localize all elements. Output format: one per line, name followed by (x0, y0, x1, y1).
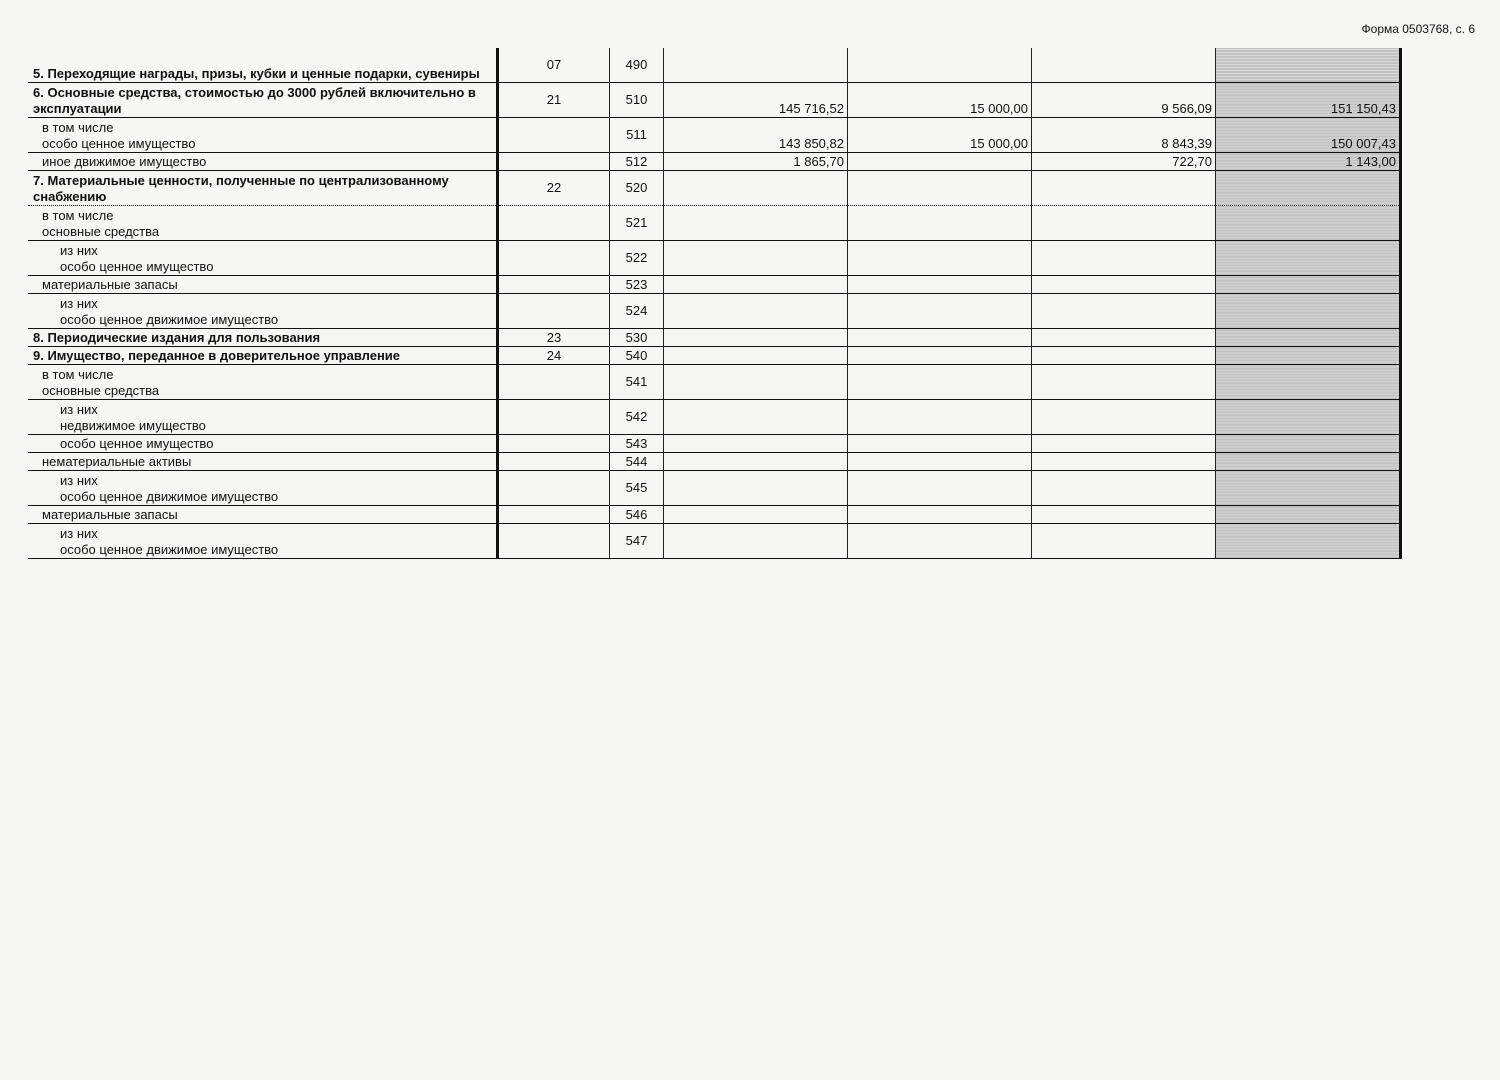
row-name: 6. Основные средства, стоимостью до 3000 рублей включительно в эксплуатации (28, 83, 498, 118)
row-code: 521 (610, 206, 664, 241)
row-note: 24 (498, 347, 610, 365)
value-col-3: 9 566,09 (1032, 83, 1216, 118)
row-code: 510 (610, 83, 664, 118)
value-col-3 (1032, 276, 1216, 294)
value-col-1 (664, 453, 848, 471)
row-code: 512 (610, 153, 664, 171)
value-col-4 (1216, 435, 1401, 453)
row-code: 542 (610, 400, 664, 435)
table-row (28, 171, 1401, 206)
row-name: 8. Периодические издания для пользования (28, 329, 498, 347)
row-note: 22 (498, 171, 610, 206)
value-col-4 (1216, 206, 1401, 241)
row-code: 544 (610, 453, 664, 471)
table-body (28, 48, 1401, 559)
value-col-3 (1032, 524, 1216, 559)
row-note (498, 276, 610, 294)
value-col-2 (848, 294, 1032, 329)
row-code: 490 (610, 48, 664, 83)
value-col-1 (664, 524, 848, 559)
table-row (28, 453, 1401, 471)
table-row (28, 276, 1401, 294)
value-col-4 (1216, 276, 1401, 294)
table-row (28, 118, 1401, 153)
value-col-4 (1216, 400, 1401, 435)
value-col-1 (664, 276, 848, 294)
value-col-3 (1032, 400, 1216, 435)
value-col-4 (1216, 48, 1401, 83)
row-note (498, 524, 610, 559)
value-col-4 (1216, 524, 1401, 559)
value-col-4 (1216, 294, 1401, 329)
row-name: 5. Переходящие награды, призы, кубки и ценные подарки, сувениры (28, 48, 498, 83)
row-name: из них особо ценное движимое имущество (28, 471, 498, 506)
row-note: 23 (498, 329, 610, 347)
value-col-4 (1216, 506, 1401, 524)
value-col-2 (848, 153, 1032, 171)
value-col-3 (1032, 471, 1216, 506)
row-code: 524 (610, 294, 664, 329)
table-row (28, 206, 1401, 241)
row-note (498, 400, 610, 435)
value-col-1: 143 850,82 (664, 118, 848, 153)
value-col-2 (848, 400, 1032, 435)
table-row (28, 365, 1401, 400)
value-col-1 (664, 329, 848, 347)
row-name: 7. Материальные ценности, полученные по централизованному снабжению (28, 171, 498, 206)
value-col-3 (1032, 347, 1216, 365)
value-col-4 (1216, 329, 1401, 347)
table-row (28, 48, 1401, 83)
value-col-2 (848, 506, 1032, 524)
row-name: из них недвижимое имущество (28, 400, 498, 435)
value-col-1 (664, 347, 848, 365)
value-col-2 (848, 276, 1032, 294)
table-row (28, 294, 1401, 329)
value-col-2 (848, 48, 1032, 83)
row-code: 545 (610, 471, 664, 506)
value-col-3 (1032, 365, 1216, 400)
table-row (28, 506, 1401, 524)
row-code: 520 (610, 171, 664, 206)
value-col-1: 1 865,70 (664, 153, 848, 171)
value-col-3 (1032, 329, 1216, 347)
value-col-3 (1032, 435, 1216, 453)
value-col-4 (1216, 171, 1401, 206)
row-note (498, 471, 610, 506)
row-code: 546 (610, 506, 664, 524)
value-col-1 (664, 506, 848, 524)
row-name: в том числе основные средства (28, 206, 498, 241)
value-col-4: 150 007,43 (1216, 118, 1401, 153)
value-col-2: 15 000,00 (848, 118, 1032, 153)
value-col-2 (848, 241, 1032, 276)
table-row (28, 471, 1401, 506)
value-col-3 (1032, 48, 1216, 83)
row-code: 547 (610, 524, 664, 559)
table-row (28, 347, 1401, 365)
value-col-1: 145 716,52 (664, 83, 848, 118)
table-row (28, 83, 1401, 118)
value-col-2 (848, 347, 1032, 365)
property-report-table (28, 48, 1402, 559)
row-note (498, 453, 610, 471)
table-row (28, 241, 1401, 276)
value-col-2 (848, 524, 1032, 559)
row-name: иное движимое имущество (28, 153, 498, 171)
row-name: особо ценное имущество (28, 435, 498, 453)
value-col-1 (664, 241, 848, 276)
value-col-1 (664, 206, 848, 241)
row-note: 21 (498, 83, 610, 118)
row-code: 522 (610, 241, 664, 276)
form-number-label: Форма 0503768, с. 6 (1361, 22, 1475, 36)
value-col-3: 8 843,39 (1032, 118, 1216, 153)
row-name: материальные запасы (28, 506, 498, 524)
value-col-4 (1216, 471, 1401, 506)
value-col-3 (1032, 506, 1216, 524)
value-col-3 (1032, 453, 1216, 471)
value-col-2 (848, 435, 1032, 453)
value-col-2 (848, 171, 1032, 206)
value-col-1 (664, 48, 848, 83)
value-col-4: 1 143,00 (1216, 153, 1401, 171)
row-note (498, 241, 610, 276)
value-col-1 (664, 365, 848, 400)
value-col-2 (848, 329, 1032, 347)
value-col-1 (664, 435, 848, 453)
value-col-3 (1032, 206, 1216, 241)
value-col-3 (1032, 171, 1216, 206)
row-name: из них особо ценное имущество (28, 241, 498, 276)
value-col-2 (848, 471, 1032, 506)
row-code: 523 (610, 276, 664, 294)
row-note (498, 506, 610, 524)
value-col-2: 15 000,00 (848, 83, 1032, 118)
row-name: нематериальные активы (28, 453, 498, 471)
value-col-4 (1216, 347, 1401, 365)
value-col-4 (1216, 241, 1401, 276)
row-code: 543 (610, 435, 664, 453)
row-note: 07 (498, 48, 610, 83)
value-col-3 (1032, 241, 1216, 276)
row-note (498, 118, 610, 153)
row-name: в том числе основные средства (28, 365, 498, 400)
value-col-3: 722,70 (1032, 153, 1216, 171)
row-code: 541 (610, 365, 664, 400)
row-note (498, 206, 610, 241)
value-col-1 (664, 171, 848, 206)
value-col-2 (848, 365, 1032, 400)
value-col-3 (1032, 294, 1216, 329)
value-col-4 (1216, 453, 1401, 471)
table-row (28, 435, 1401, 453)
row-code: 511 (610, 118, 664, 153)
row-note (498, 294, 610, 329)
row-code: 530 (610, 329, 664, 347)
value-col-1 (664, 471, 848, 506)
value-col-2 (848, 453, 1032, 471)
row-note (498, 365, 610, 400)
value-col-1 (664, 294, 848, 329)
value-col-4 (1216, 365, 1401, 400)
table-row (28, 329, 1401, 347)
value-col-1 (664, 400, 848, 435)
row-code: 540 (610, 347, 664, 365)
row-name: 9. Имущество, переданное в доверительное управление (28, 347, 498, 365)
table-row (28, 153, 1401, 171)
row-name: в том числе особо ценное имущество (28, 118, 498, 153)
table-row (28, 524, 1401, 559)
value-col-2 (848, 206, 1032, 241)
value-col-4: 151 150,43 (1216, 83, 1401, 118)
row-name: из них особо ценное движимое имущество (28, 294, 498, 329)
row-name: материальные запасы (28, 276, 498, 294)
table-row (28, 400, 1401, 435)
row-note (498, 153, 610, 171)
row-note (498, 435, 610, 453)
row-name: из них особо ценное движимое имущество (28, 524, 498, 559)
